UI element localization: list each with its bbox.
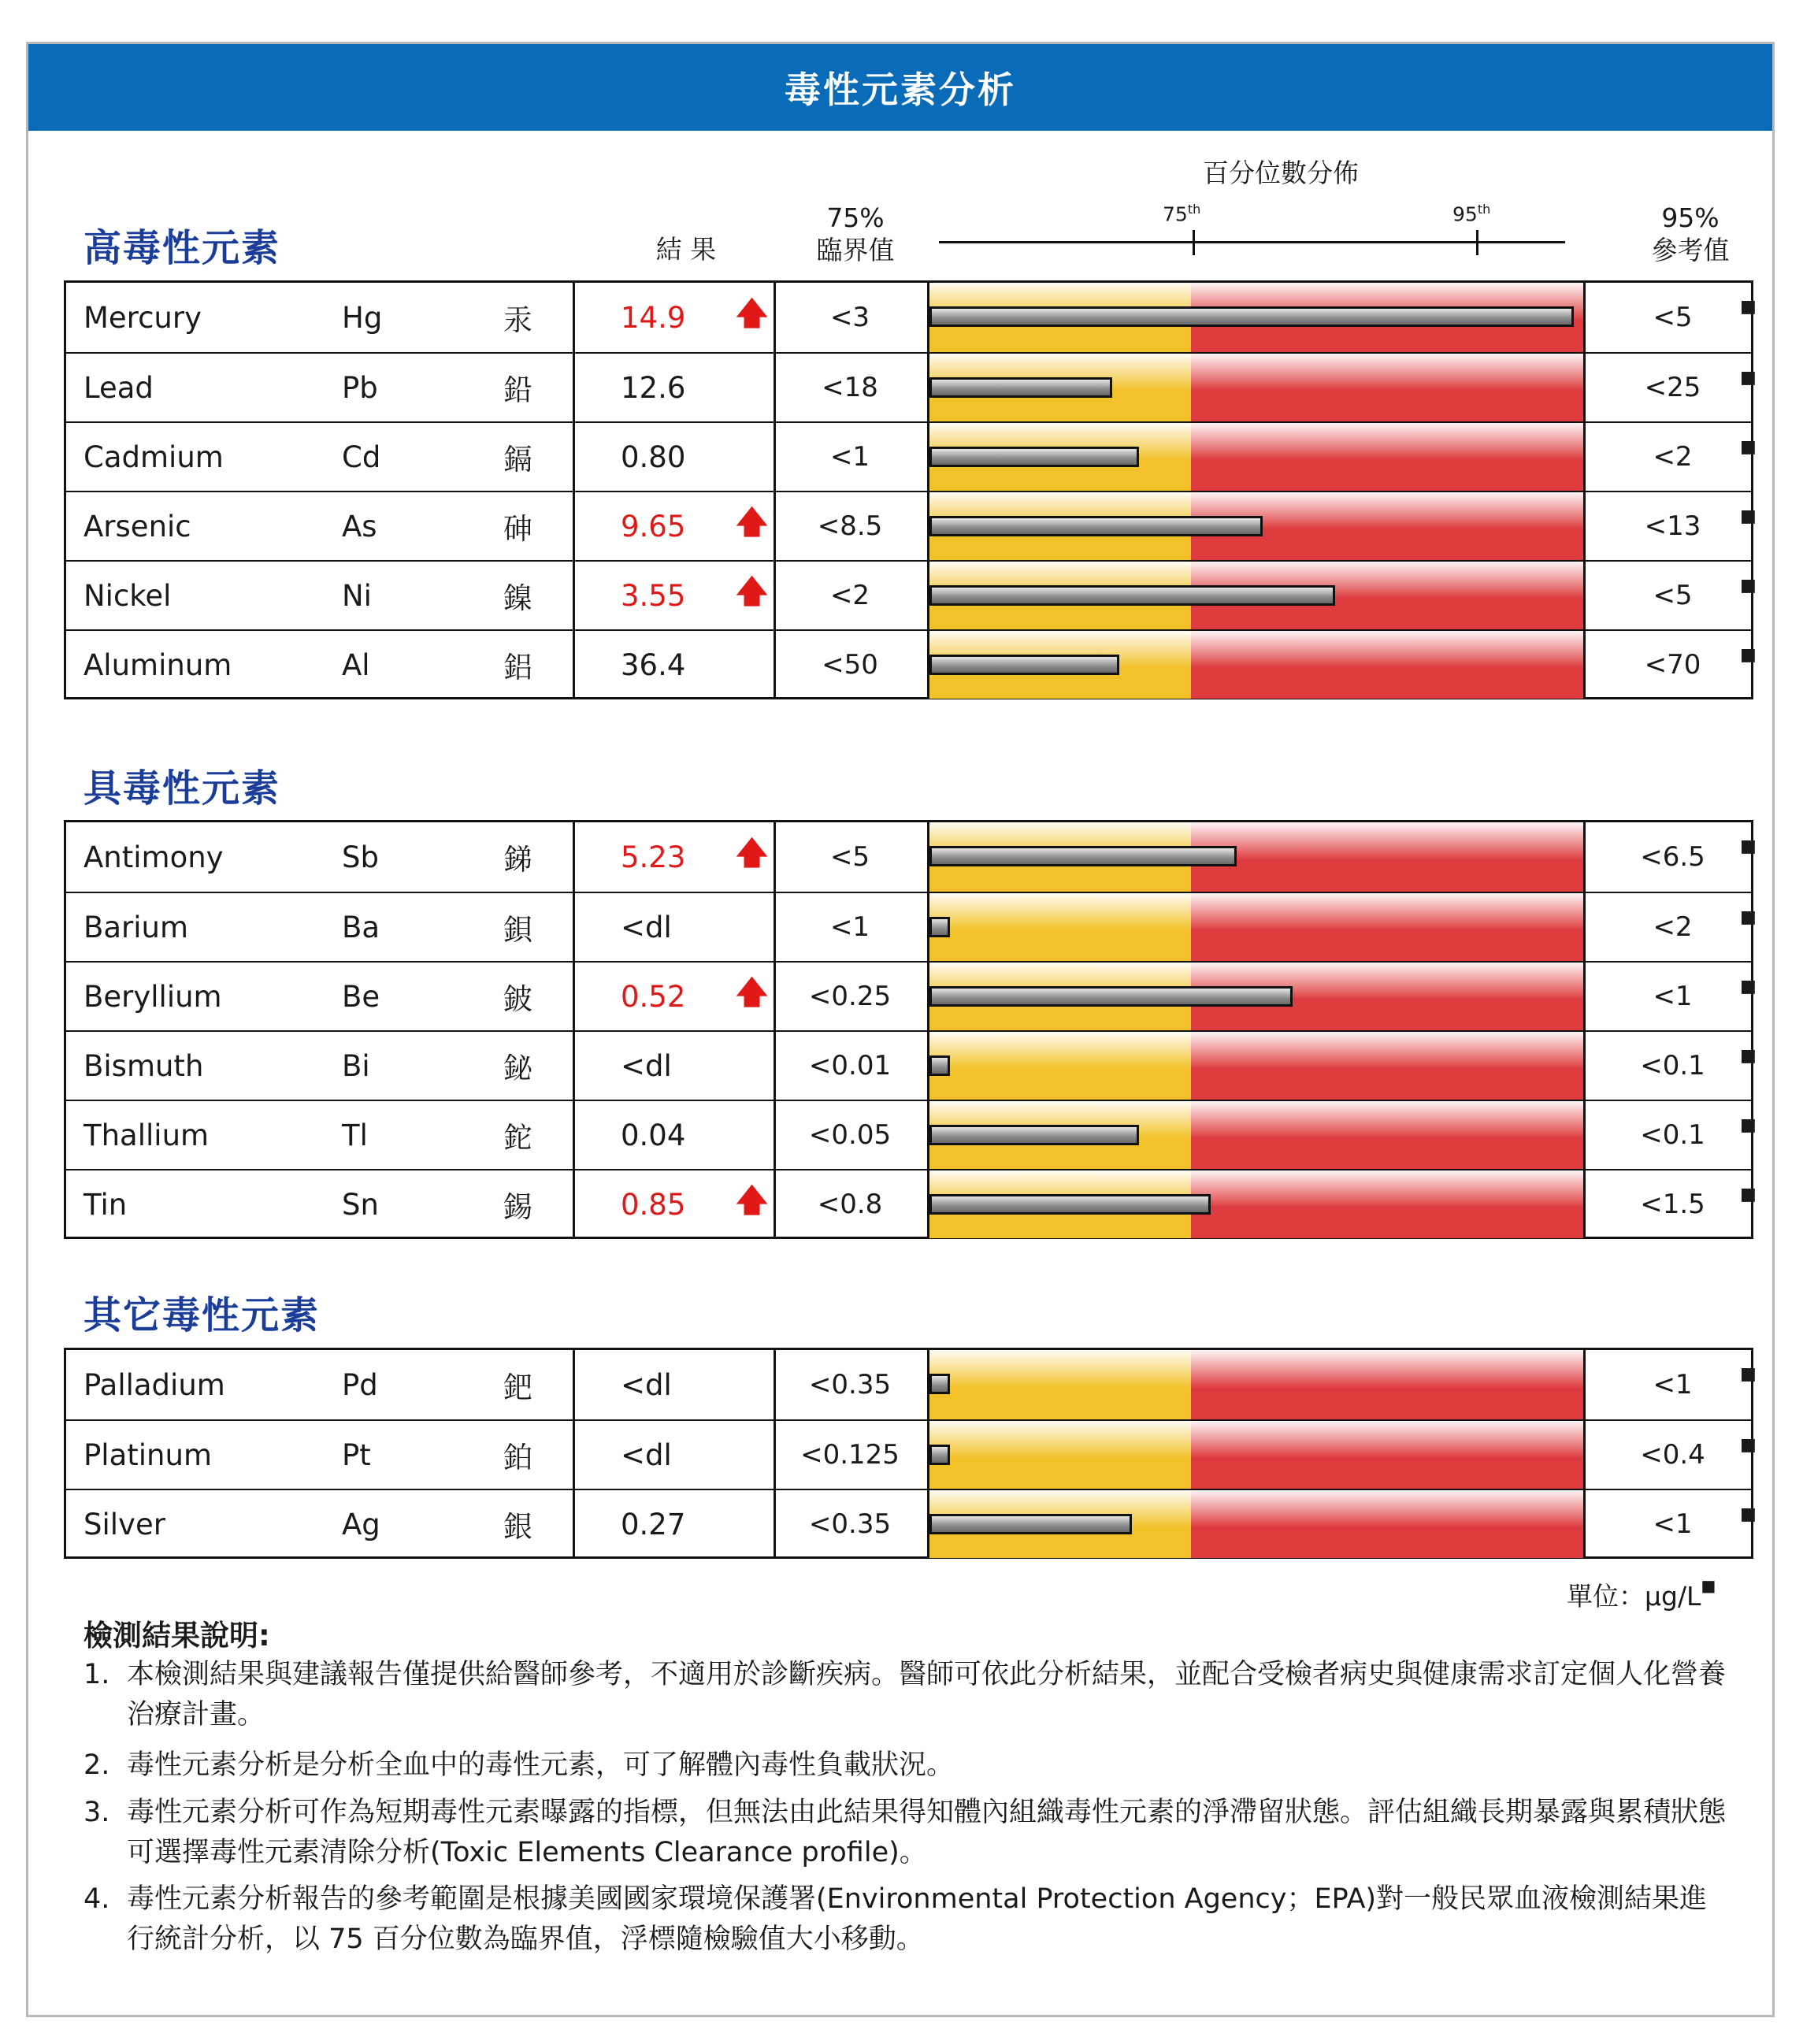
reference-pct: 95%	[1661, 202, 1720, 233]
reference-value: <0.1	[1640, 1050, 1705, 1081]
high-arrow-icon: 🡅	[736, 573, 769, 610]
table-row	[66, 961, 1757, 1030]
col-divider	[1583, 283, 1586, 352]
element-chinese: 汞	[503, 303, 532, 337]
result-value: 0.52	[621, 979, 686, 1014]
col-divider	[573, 1170, 575, 1238]
percentile-gauge	[929, 1032, 1583, 1100]
element-symbol: Pt	[342, 1437, 371, 1472]
element-chinese: 鎘	[503, 443, 532, 477]
col-divider	[1583, 562, 1586, 629]
critical-header	[785, 202, 926, 267]
col-divider	[573, 1350, 575, 1419]
percentile-gauge	[929, 1421, 1583, 1489]
result-value: 12.6	[621, 370, 686, 405]
critical-label: 臨界值	[816, 235, 895, 266]
element-symbol: Pb	[342, 370, 378, 405]
element-table	[64, 280, 1757, 699]
percentile-gauge	[929, 893, 1583, 961]
result-marker-bar	[929, 1445, 950, 1465]
result-marker-bar	[929, 917, 950, 937]
table-row	[66, 1169, 1757, 1238]
table-row	[66, 892, 1757, 961]
percentile-gauge	[929, 1101, 1583, 1169]
marker-square-icon: ■	[1740, 297, 1757, 317]
percentile-gauge	[929, 631, 1583, 699]
tick-95	[1476, 230, 1478, 255]
col-divider	[1583, 1101, 1586, 1169]
reference-value: <70	[1644, 649, 1701, 681]
element-symbol: Pd	[342, 1367, 378, 1402]
percentile-gauge	[929, 822, 1583, 892]
note-number: 3.	[83, 1797, 110, 1828]
col-divider	[1583, 492, 1586, 560]
critical-value: <0.35	[808, 1508, 892, 1540]
reference-header	[1619, 202, 1761, 267]
percentile-gauge	[929, 562, 1583, 629]
marker-square-icon: ■	[1740, 1046, 1757, 1066]
section-title: 高毒性元素	[83, 226, 281, 270]
element-symbol: Hg	[342, 300, 383, 335]
note-number: 2.	[83, 1749, 110, 1781]
table-row	[66, 1489, 1757, 1558]
col-divider	[1583, 893, 1586, 961]
result-marker-bar	[929, 1374, 950, 1394]
tick-75	[1193, 230, 1195, 255]
element-name: Mercury	[83, 300, 202, 335]
critical-value: <18	[822, 372, 878, 403]
marker-square-icon: ■	[1740, 645, 1757, 665]
col-divider	[573, 1101, 575, 1169]
col-divider	[1583, 1032, 1586, 1100]
result-marker-bar	[929, 1055, 950, 1076]
element-name: Tin	[83, 1187, 128, 1222]
element-name: Aluminum	[83, 647, 232, 682]
result-marker-bar	[929, 655, 1119, 675]
section-title: 其它毒性元素	[83, 1293, 321, 1337]
reference-value: <5	[1653, 580, 1693, 611]
result-marker-bar	[929, 1125, 1139, 1145]
col-divider	[573, 562, 575, 629]
reference-value: <1.5	[1640, 1189, 1705, 1220]
result-value: 3.55	[621, 578, 686, 613]
reference-value: <2	[1653, 441, 1693, 473]
element-name: Beryllium	[83, 979, 222, 1014]
result-value: 0.04	[621, 1118, 686, 1152]
element-chinese: 銻	[503, 843, 532, 877]
col-divider	[573, 822, 575, 892]
element-chinese: 鉍	[503, 1052, 532, 1085]
result-marker-bar	[929, 846, 1237, 866]
table-row	[66, 421, 1757, 491]
reference-value: <1	[1653, 1369, 1693, 1400]
element-name: Palladium	[83, 1367, 225, 1402]
element-chinese: 鋇	[503, 913, 532, 947]
col-divider	[573, 893, 575, 961]
result-marker-bar	[929, 447, 1139, 467]
critical-value: <0.05	[808, 1119, 892, 1151]
marker-square-icon: ■	[1740, 1115, 1757, 1135]
note-number: 4.	[83, 1883, 110, 1915]
element-name: Antimony	[83, 840, 224, 874]
element-symbol: Cd	[342, 440, 381, 474]
report-frame	[26, 42, 1775, 2017]
element-chinese: 鈀	[503, 1371, 532, 1404]
element-chinese: 鋁	[503, 651, 532, 684]
marker-square-icon: ■	[1740, 837, 1757, 856]
element-symbol: Ba	[342, 910, 380, 944]
result-value: 5.23	[621, 840, 686, 874]
result-value: <dl	[621, 1048, 672, 1083]
result-value: 9.65	[621, 509, 686, 543]
marker-square-icon: ■	[1740, 1364, 1757, 1384]
marker-square-icon: ■	[1740, 1185, 1757, 1204]
result-marker-bar	[929, 1514, 1132, 1534]
element-symbol: Be	[342, 979, 380, 1014]
reference-value: <25	[1644, 372, 1701, 403]
critical-value: <3	[829, 302, 870, 333]
col-divider	[573, 492, 575, 560]
tick-75-label: 75th	[1163, 202, 1201, 226]
table-row	[66, 491, 1757, 560]
col-divider	[573, 1032, 575, 1100]
element-table	[64, 1348, 1757, 1559]
reference-value: <1	[1653, 981, 1693, 1012]
percentile-gauge	[929, 963, 1583, 1030]
col-divider	[1583, 1421, 1586, 1489]
element-symbol: Sn	[342, 1187, 379, 1222]
element-name: Bismuth	[83, 1048, 204, 1083]
percentile-dist-label: 百分位數分佈	[1203, 158, 1359, 188]
table-row	[66, 629, 1757, 699]
element-name: Lead	[83, 370, 154, 405]
marker-square-icon: ■	[1740, 437, 1757, 457]
reference-label: 參考值	[1651, 235, 1730, 266]
table-row	[66, 822, 1757, 892]
high-arrow-icon: 🡅	[736, 295, 769, 332]
element-name: Barium	[83, 910, 189, 944]
critical-value: <1	[829, 441, 870, 473]
tick-95-label: 95th	[1452, 202, 1491, 226]
critical-value: <0.125	[800, 1439, 900, 1471]
element-name: Platinum	[83, 1437, 212, 1472]
note-text: 本檢測結果與建議報告僅提供給醫師參考，不適用於診斷疾病。醫師可依此分析結果，並配合受檢者病史與健康需求訂定個人化營養治療計畫。	[127, 1659, 1727, 1731]
critical-value: <8.5	[817, 510, 883, 542]
critical-value: <1	[829, 911, 870, 943]
critical-value: <50	[822, 649, 878, 681]
report-title: 毒性元素分析	[28, 44, 1772, 131]
result-value: 36.4	[621, 647, 686, 682]
reference-value: <2	[1653, 911, 1693, 943]
reference-value: <6.5	[1640, 841, 1705, 873]
element-name: Arsenic	[83, 509, 191, 543]
result-value: <dl	[621, 1437, 672, 1472]
percentile-gauge	[929, 1170, 1583, 1238]
note-text: 毒性元素分析報告的參考範圍是根據美國國家環境保護署(Environmental Protection Agency；EPA)對一般民眾血液檢測結果進行統計分析，以 75 百分位數為臨界值，浮標隨檢驗值大小移動。	[127, 1883, 1708, 1955]
critical-value: <0.01	[808, 1050, 892, 1081]
col-divider	[1583, 354, 1586, 421]
element-chinese: 鉛	[503, 373, 532, 407]
col-divider	[1583, 963, 1586, 1030]
element-name: Silver	[83, 1507, 165, 1541]
percentile-gauge	[929, 354, 1583, 421]
note-text: 毒性元素分析可作為短期毒性元素曝露的指標，但無法由此結果得知體內組織毒性元素的淨滯留狀態。評估組織長期暴露與累積狀態可選擇毒性元素清除分析(Toxic Elements Clearance profile)。	[127, 1797, 1727, 1868]
table-row	[66, 1100, 1757, 1169]
table-row	[66, 1350, 1757, 1419]
col-divider	[1583, 1350, 1586, 1419]
element-symbol: Al	[342, 647, 370, 682]
marker-square-icon: ■	[1740, 576, 1757, 595]
element-name: Cadmium	[83, 440, 224, 474]
element-name: Nickel	[83, 578, 172, 613]
marker-square-icon: ■	[1740, 907, 1757, 927]
percentile-gauge	[929, 423, 1583, 491]
critical-value: <2	[829, 580, 870, 611]
result-marker-bar	[929, 516, 1263, 536]
result-value: 0.27	[621, 1507, 686, 1541]
table-row	[66, 283, 1757, 352]
marker-square-icon: ■	[1740, 368, 1757, 388]
table-row	[66, 352, 1757, 421]
critical-value: <5	[829, 841, 870, 873]
notes-title: 檢測結果說明:	[83, 1619, 270, 1653]
high-arrow-icon: 🡅	[736, 1182, 769, 1219]
element-chinese: 鈹	[503, 982, 532, 1016]
col-divider	[573, 1421, 575, 1489]
result-marker-bar	[929, 306, 1574, 327]
section-title: 具毒性元素	[83, 766, 281, 811]
col-divider	[573, 283, 575, 352]
result-value: 0.85	[621, 1187, 686, 1222]
element-symbol: Ni	[342, 578, 372, 613]
percentile-gauge	[929, 1350, 1583, 1419]
unit-label: 單位：μg/L■	[1567, 1576, 1716, 1612]
result-marker-bar	[929, 585, 1335, 606]
result-value: 0.80	[621, 440, 686, 474]
result-marker-bar	[929, 377, 1112, 398]
high-arrow-icon: 🡅	[736, 974, 769, 1011]
marker-square-icon: ■	[1740, 1435, 1757, 1455]
element-name: Thallium	[83, 1118, 210, 1152]
col-divider	[1583, 423, 1586, 491]
percentile-axis-line	[939, 241, 1565, 243]
critical-value: <0.8	[817, 1189, 883, 1220]
reference-value: <5	[1653, 302, 1693, 333]
marker-square-icon: ■	[1740, 977, 1757, 996]
col-divider	[1583, 1170, 1586, 1238]
element-chinese: 鉈	[503, 1121, 532, 1155]
col-divider	[573, 963, 575, 1030]
col-divider	[573, 354, 575, 421]
table-row	[66, 560, 1757, 629]
element-symbol: Sb	[342, 840, 379, 874]
element-chinese: 銀	[503, 1510, 532, 1544]
col-divider	[1583, 1490, 1586, 1558]
result-value: 14.9	[621, 300, 686, 335]
element-chinese: 錫	[503, 1190, 532, 1224]
element-symbol: Bi	[342, 1048, 370, 1083]
element-symbol: As	[342, 509, 377, 543]
element-symbol: Tl	[342, 1118, 368, 1152]
result-value: <dl	[621, 910, 672, 944]
result-value: <dl	[621, 1367, 672, 1402]
note-text: 毒性元素分析是分析全血中的毒性元素，可了解體內毒性負載狀況。	[127, 1749, 955, 1781]
high-arrow-icon: 🡅	[736, 504, 769, 540]
result-marker-bar	[929, 1194, 1211, 1215]
col-divider	[1583, 822, 1586, 892]
element-symbol: Ag	[342, 1507, 380, 1541]
critical-pct: 75%	[826, 202, 885, 233]
note-number: 1.	[83, 1659, 110, 1690]
reference-value: <1	[1653, 1508, 1693, 1540]
reference-value: <13	[1644, 510, 1701, 542]
marker-square-icon: ■	[1740, 1504, 1757, 1524]
col-divider	[573, 423, 575, 491]
table-row	[66, 1419, 1757, 1489]
percentile-gauge	[929, 283, 1583, 352]
col-divider	[573, 631, 575, 699]
table-row	[66, 1030, 1757, 1100]
result-marker-bar	[929, 986, 1293, 1007]
element-chinese: 鎳	[503, 581, 532, 615]
col-divider	[1583, 631, 1586, 699]
reference-value: <0.4	[1640, 1439, 1705, 1471]
percentile-gauge	[929, 1490, 1583, 1558]
critical-value: <0.25	[808, 981, 892, 1012]
high-arrow-icon: 🡅	[736, 835, 769, 871]
result-header: 結 果	[655, 234, 717, 265]
col-divider	[573, 1490, 575, 1558]
reference-value: <0.1	[1640, 1119, 1705, 1151]
marker-square-icon: ■	[1740, 506, 1757, 526]
critical-value: <0.35	[808, 1369, 892, 1400]
element-chinese: 鉑	[503, 1441, 532, 1475]
element-chinese: 砷	[503, 512, 532, 546]
percentile-gauge	[929, 492, 1583, 560]
element-table	[64, 820, 1757, 1239]
